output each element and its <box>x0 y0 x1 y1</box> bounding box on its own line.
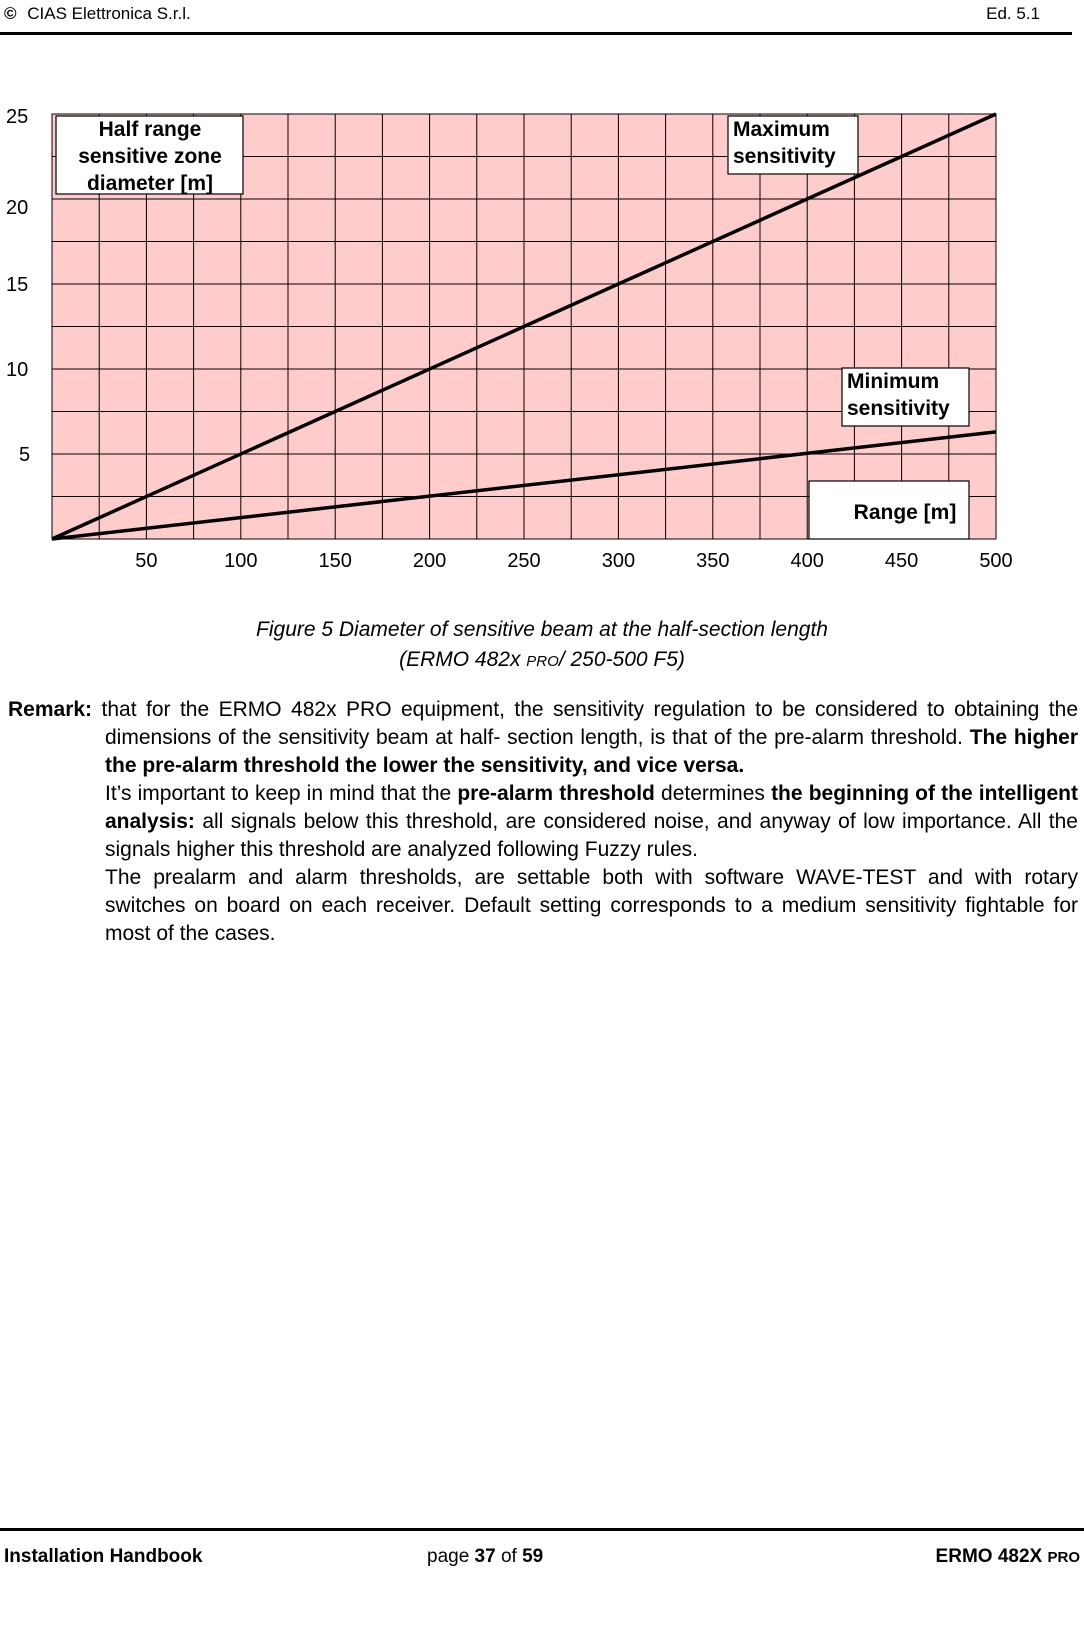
x-tick-label: 200 <box>412 550 447 572</box>
y-tick-label: 5 <box>19 444 31 466</box>
y-axis-label-text: Half range <box>98 118 202 141</box>
y-axis-label-text: sensitive zone <box>78 145 222 168</box>
minimum-sensitivity-label-text: Minimum <box>847 370 940 393</box>
remark-p2-d: the beginning of the intelligent analysis: <box>105 782 1078 833</box>
product-name: ERMO 482X <box>935 1546 1048 1567</box>
remark-p2-c: determines <box>654 782 772 805</box>
remark-p1-bold: The higher the pre-alarm threshold the lower the sensitivity, and vice versa. <box>105 726 1078 777</box>
remark-paragraph-3: The prealarm and alarm thresholds, are settable both with software WAVE-TEST and with rotary switches on board on each receiver. Default setting corresponds to a medium sensitivity fightable for most of the cases. <box>105 866 1078 945</box>
maximum-sensitivity-label-text: Maximum <box>733 118 830 141</box>
remark-section <box>8 696 1078 948</box>
figure-caption-line1: Figure 5 Diameter of sensitive beam at the half-section length <box>256 618 828 641</box>
y-tick-label: 25 <box>6 106 29 128</box>
sensitivity-chart <box>0 90 1084 580</box>
footer-title: Installation Handbook <box>4 1546 203 1567</box>
remark-paragraph-2 <box>8 780 1078 864</box>
product-suffix: PRO <box>1047 1549 1080 1566</box>
header-divider <box>0 32 1072 35</box>
x-tick-label: 350 <box>696 550 730 572</box>
y-axis-label-text: diameter [m] <box>86 172 214 195</box>
page-prefix: page <box>427 1546 475 1567</box>
page-of: of <box>495 1546 523 1567</box>
page-total: 59 <box>522 1546 544 1567</box>
x-tick-label: 100 <box>224 550 258 572</box>
x-tick-label: 300 <box>601 550 636 572</box>
page-current: 37 <box>474 1546 496 1567</box>
maximum-sensitivity-label-text: sensitivity <box>733 145 836 168</box>
caption-part-b: / 250-500 F5) <box>558 648 685 671</box>
figure-caption-line2 <box>0 648 1084 672</box>
edition-label: Ed. 5.1 <box>986 4 1040 23</box>
remark-p2-b: pre-alarm threshold <box>457 782 655 805</box>
remark-p2-a: It’s important to keep in mind that the <box>105 782 458 805</box>
company-name: CIAS Elettronica S.r.l. <box>27 4 191 23</box>
x-tick-label: 500 <box>979 550 1013 572</box>
footer-product <box>936 1546 1080 1568</box>
caption-part-a: (ERMO 482x <box>399 648 527 671</box>
remark-label: Remark: <box>8 698 93 721</box>
remark-paragraph-1 <box>8 696 1078 780</box>
x-tick-label: 400 <box>790 550 824 572</box>
footer-divider <box>0 1528 1084 1531</box>
minimum-sensitivity-label-text: sensitivity <box>847 397 950 420</box>
y-tick-label: 15 <box>6 274 29 296</box>
y-tick-label: 20 <box>6 197 29 219</box>
copyright-symbol: © <box>4 4 17 23</box>
x-axis-label-text: Range [m] <box>853 501 957 524</box>
remark-p1-text: that for the ERMO 482x PRO equipment, the sensitivity regulation to be considered to obtaining the dimensions of the sensitivity beam at half- section length, is that of the pre-alarm threshold. <box>92 698 1078 749</box>
header-company <box>4 4 191 24</box>
x-tick-label: 450 <box>884 550 919 572</box>
footer-page-number <box>427 1546 543 1568</box>
caption-part-small: PRO <box>526 653 559 670</box>
x-tick-label: 50 <box>135 550 158 572</box>
x-tick-label: 250 <box>507 550 541 572</box>
y-tick-label: 10 <box>6 359 29 381</box>
remark-p2-e: all signals below this threshold, are considered noise, and anyway of low importance. All the signals higher this threshold are analyzed following Fuzzy rules. <box>105 810 1078 861</box>
x-tick-label: 150 <box>318 550 352 572</box>
